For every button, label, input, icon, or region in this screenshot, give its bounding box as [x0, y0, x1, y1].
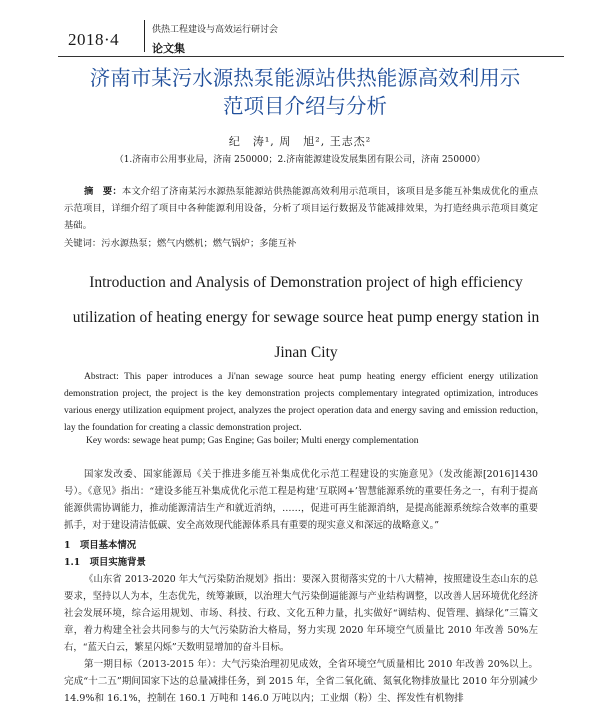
title-en-line2: utilization of heating energy for sewage source heat pump energy station in	[72, 309, 540, 326]
authors: 纪 涛¹, 周 旭², 王志杰²	[228, 135, 372, 148]
section-name: 论文集	[152, 42, 185, 55]
issue-label: 2018·4	[68, 30, 120, 49]
abstract-cn-text: 本文介绍了济南某污水源热泵能源站供热能源高效利用示范项目，该项目是多能互补集成优化的重点示范项目，详细介绍了项目中各种能源利用设备，分析了项目运行数据及节能减排效果，为打造经典示范项目奠定基础。	[64, 186, 538, 231]
abstract-cn-label: 摘 要：	[84, 186, 122, 197]
abstract-cn	[64, 183, 538, 234]
body-paragraph-3: 第一期目标（2013-2015 年）：大气污染治理初见成效，全省环境空气质量相比 2010 年改善 20%以上。完成“十二五”期间国家下达的总量减排任务，到 2015 年，全省二氧化硫、氮氧化物排放量比 2010 年分别减少 14.9%和 16.1%，控制在 160.1 万吨和 146.0 万吨以内；工业烟（粉）尘、挥发性有机物排	[64, 659, 538, 704]
subsection-heading-1-1: 1.1 项目实施背景	[64, 557, 146, 568]
title-cn-line2: 范项目介绍与分析	[223, 94, 387, 118]
title-en-line3: Jinan City	[274, 344, 338, 361]
body-paragraph-1: 国家发改委、国家能源局《关于推进多能互补集成优化示范工程建设的实施意见》（发改能源[2016]1430 号）。《意见》指出：“建设多能互补集成优化示范工程是构建‘互联网+’智慧能源系统的重要任务之一，有利于提高能源供需协调能力，推动能源清洁生产和就近消纳，……，促进可再生能源消纳，是提高能源系统综合效率的重要抓手，对于建设清洁低碳、安全高效现代能源体系具有重要的现实意义和深远的战略意义。”	[64, 469, 538, 531]
section-heading-1: 1 项目基本情况	[64, 540, 137, 551]
title-en	[30, 265, 582, 370]
title-cn	[40, 64, 570, 120]
affiliations: （1.济南市公用事业局，济南 250000；2.济南能源建设发展集团有限公司，济南 250000）	[114, 155, 486, 165]
header-rule	[58, 56, 564, 57]
keywords-cn: 关键词：污水源热泵；燃气内燃机；燃气锅炉；多能互补	[64, 238, 297, 249]
abstract-en: Abstract: This paper introduces a Ji'nan sewage source heat pump heating energy efficient energy utilization demonstration project, the project is the key demonstration projects complementary integrated optimization, introduces various energy utilization equipment project, analyzes the project operation data and energy saving and emission reduction, lay the foundation for creating a classic demonstration project.	[64, 372, 538, 433]
keywords-en: Key words: sewage heat pump; Gas Engine; Gas boiler; Multi energy complementation	[86, 436, 419, 446]
header-divider	[144, 20, 145, 52]
body-paragraph-2: 《山东省 2013-2020 年大气污染防治规划》指出：要深入贯彻落实党的十八大精神，按照建设生态山东的总要求，坚持以人为本，生态优先，统筹兼顾，以治理大气污染倒逼能源与产业结构调整，以改善人居环境优化经济社会发展环境，综合运用规划、市场、科技、行政、文化五种力量，扎实做好“调结构、促管理、搞绿化”三篇文章，着力构建全社会共同参与的大气污染防治大格局，努力实现 2020 年环境空气质量比 2010 年改善 50%左右，“蓝天白云，繁星闪烁”天数明显增加的奋斗目标。	[64, 574, 538, 653]
title-en-line1: Introduction and Analysis of Demonstration project of high efficiency	[89, 274, 523, 291]
title-cn-line1: 济南市某污水源热泵能源站供热能源高效利用示	[89, 66, 521, 90]
journal-name: 供热工程建设与高效运行研讨会	[152, 25, 279, 35]
